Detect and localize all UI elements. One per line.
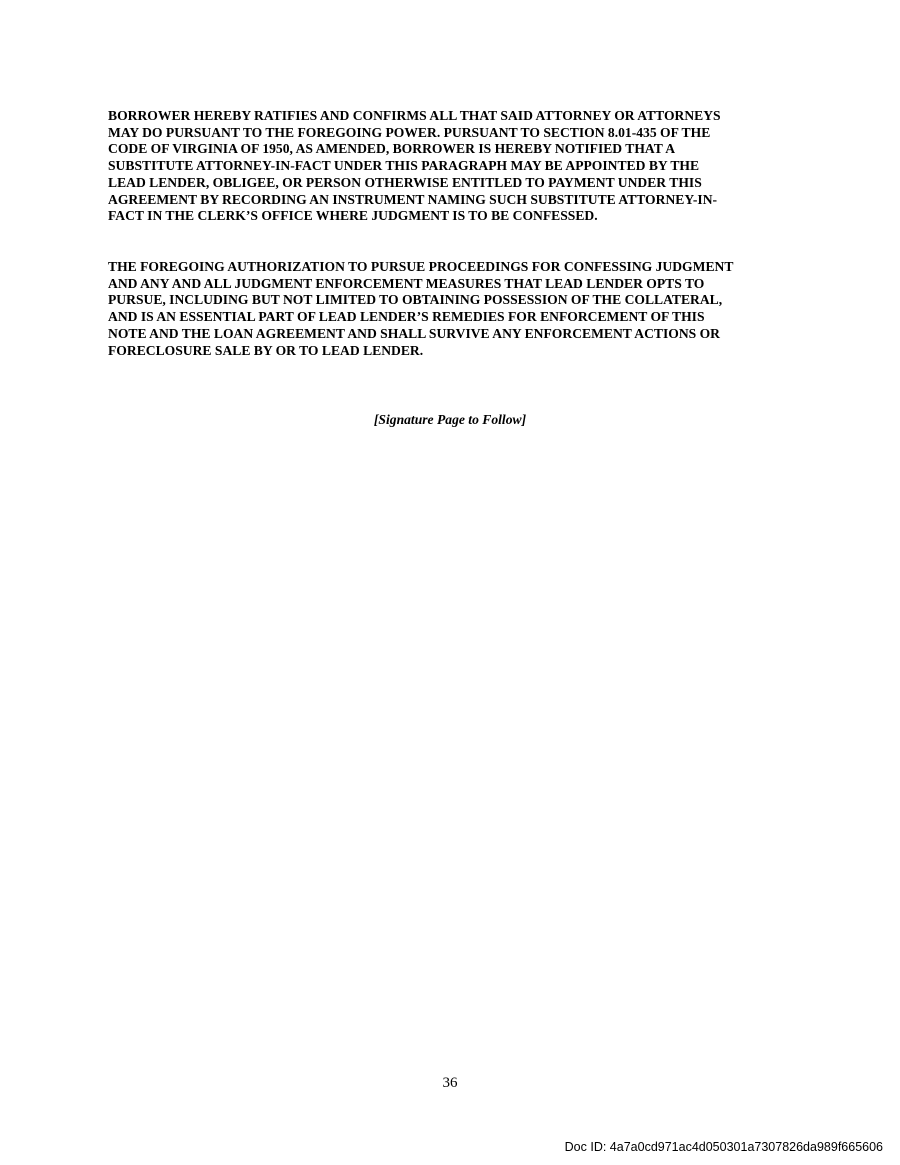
page-number: 36 (442, 1075, 458, 1091)
doc-id: Doc ID: 4a7a0cd971ac4d050301a7307826da989f665606 (564, 1140, 883, 1154)
paragraph-ratification: BORROWER HEREBY RATIFIES AND CONFIRMS ALL THAT SAID ATTORNEY OR ATTORNEYS MAY DO PURSUANT TO THE FOREGOING POWER. PURSUANT TO SECTION 8.01-435 OF THE CODE OF VIRGINIA OF 1950, AS AMENDED, BORROWER IS HEREBY NOTIFIED THAT A SUBSTITUTE ATTORNEY-IN-FACT UNDER THIS PARAGRAPH MAY BE APPOINTED BY THE LEAD LENDER, OBLIGEE, OR PERSON OTHERWISE ENTITLED TO PAYMENT UNDER THIS AGREEMENT BY RECORDING AN INSTRUMENT NAMING SUCH SUBSTITUTE ATTORNEY-IN- FACT IN THE CLERK’S OFFICE WHERE JUDGMENT IS TO BE CONFESSED. (108, 108, 721, 224)
paragraph-authorization: THE FOREGOING AUTHORIZATION TO PURSUE PROCEEDINGS FOR CONFESSING JUDGMENT AND ANY AND ALL JUDGMENT ENFORCEMENT MEASURES THAT LEAD LENDER OPTS TO PURSUE, INCLUDING BUT NOT LIMITED TO OBTAINING POSSESSION OF THE COLLATERAL, AND IS AN ESSENTIAL PART OF LEAD LENDER’S REMEDIES FOR ENFORCEMENT OF THIS NOTE AND THE LOAN AGREEMENT AND SHALL SURVIVE ANY ENFORCEMENT ACTIONS OR FORECLOSURE SALE BY OR TO LEAD LENDER. (108, 259, 734, 358)
signature-page-note: [Signature Page to Follow] (373, 412, 527, 427)
